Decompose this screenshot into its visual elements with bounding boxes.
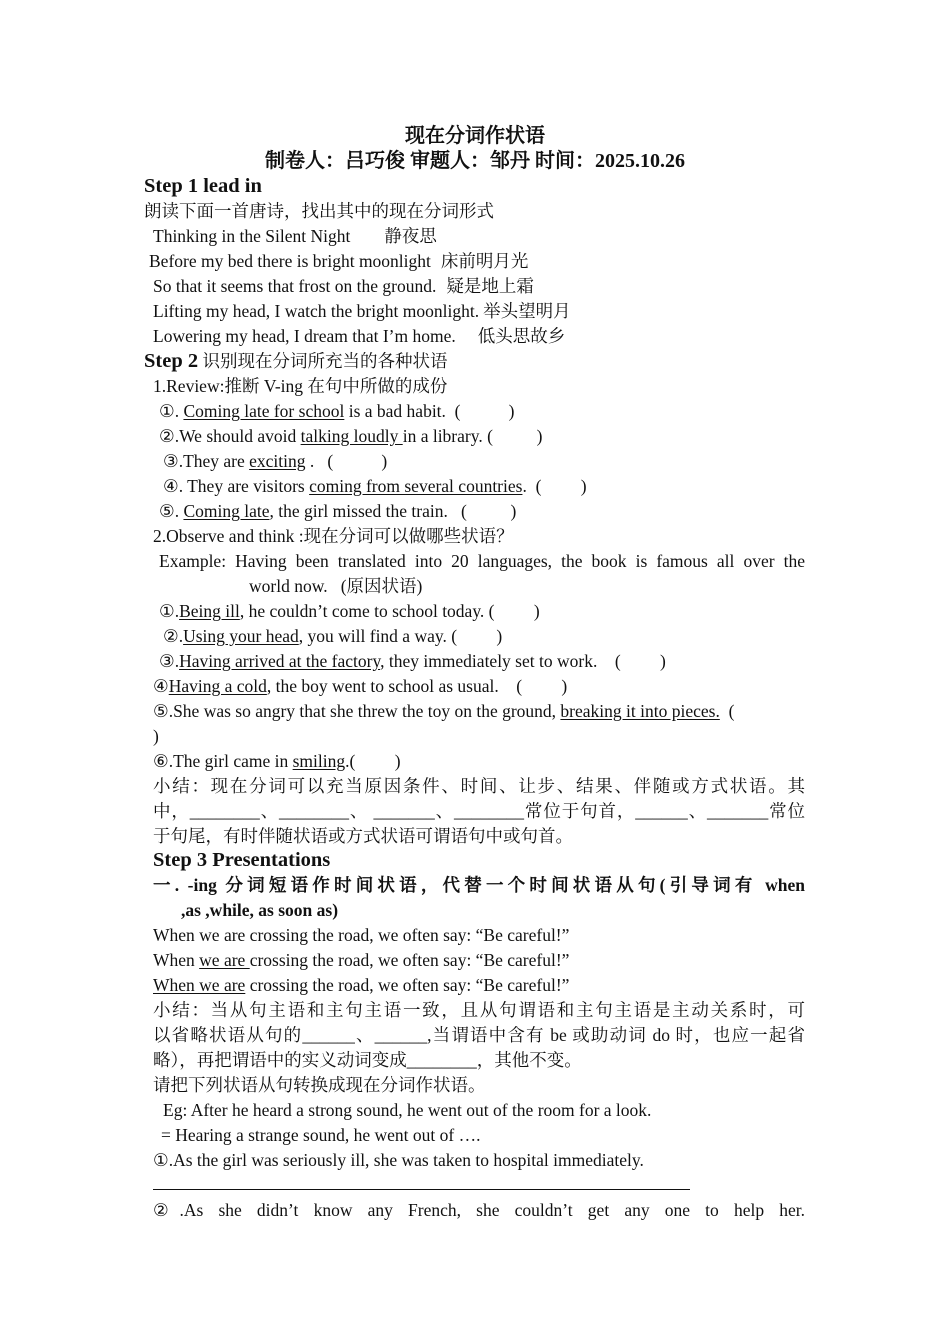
step2-heading-label: Step 2 <box>144 350 199 372</box>
observe-item: ③.Having arrived at the factory, they immediately set to work. ( ) <box>159 651 666 671</box>
answer-line <box>153 1189 690 1190</box>
observe-item: ⑥.The girl came in smiling.( ) <box>153 751 401 771</box>
exercise-item: ①.As the girl was seriously ill, she was taken to hospital immediately. <box>153 1150 644 1170</box>
step2-heading <box>144 349 447 374</box>
review-item: ③.They are exciting . ( ) <box>163 451 388 471</box>
example-sentence: When we are crossing the road, we often say: “Be careful!” <box>153 975 570 995</box>
summary-line: 略），再把谓语中的实义动词变成________，其他不变。 <box>153 1050 582 1070</box>
example-sentence: When we are crossing the road, we often say: “Be careful!” <box>153 925 570 945</box>
summary-line: 小结：现在分词可以充当原因条件、时间、让步、结果、伴随或方式状语。其 <box>153 776 805 796</box>
step2-heading-text: 识别现在分词所充当的各种状语 <box>202 351 448 371</box>
observe-item: ④Having a cold, the boy went to school as usual. ( ) <box>153 676 568 696</box>
task-instruction: 请把下列状语从句转换成现在分词作状语。 <box>153 1075 486 1095</box>
observe-item: ②.Using your head, you will find a way. ( ) <box>163 626 503 646</box>
example-line: world now. (原因状语) <box>249 576 423 596</box>
example-line: Eg: After he heard a strong sound, he went out of the room for a look. <box>163 1100 652 1120</box>
observe-title: 2.Observe and think :现在分词可以做哪些状语？ <box>153 526 514 546</box>
summary-line: 于句尾，有时伴随状语或方式状语可谓语句中或句首。 <box>153 826 573 846</box>
observe-item: ⑤.She was so angry that she threw the toy on the ground, breaking it into pieces. ( <box>153 701 735 721</box>
step3-heading: Step 3 Presentations <box>153 849 331 871</box>
step1-heading: Step 1 lead in <box>144 175 262 197</box>
page-title: 现在分词作状语 <box>405 125 545 147</box>
review-item: ①. Coming late for school is a bad habit. ( ) <box>159 401 515 421</box>
example-sentence: When we are crossing the road, we often say: “Be careful!” <box>153 950 570 970</box>
step1-instruction: 朗读下面一首唐诗，找出其中的现在分词形式 <box>144 201 494 221</box>
example-line: = Hearing a strange sound, he went out of …. <box>161 1125 481 1145</box>
poem-line: So that it seems that frost on the ground. 疑是地上霜 <box>153 276 534 296</box>
summary-line: 小结：当从句主语和主句主语一致，且从句谓语和主句主语是主动关系时，可 <box>153 1000 805 1020</box>
poem-line: Lifting my head, I watch the bright moonlight. 举头望明月 <box>153 301 571 321</box>
page-subtitle: 制卷人：吕巧俊 审题人：邹丹 时间：2025.10.26 <box>265 150 685 172</box>
poem-line: Before my bed there is bright moonlight 床前明月光 <box>149 251 529 271</box>
summary-line: 以省略状语从句的______、______,当谓语中含有 be 或助动词 do 时，也应一起省 <box>153 1025 805 1045</box>
review-item: ②.We should avoid talking loudly in a library. ( ) <box>159 426 543 446</box>
example-line: Example: Having been translated into 20 languages, the book is famous all over the <box>159 551 805 571</box>
poem-line: Lowering my head, I dream that I’m home. 低头思故乡 <box>153 326 566 346</box>
review-item: ④. They are visitors coming from several countries. ( ) <box>163 476 587 496</box>
exercise-item: ②.As she didn’t know any French, she couldn’t get any one to help her. <box>153 1200 805 1220</box>
review-title: 1.Review:推断 V-ing 在句中所做的成份 <box>153 376 448 396</box>
observe-item: ①.Being ill, he couldn’t come to school today. ( ) <box>159 601 540 621</box>
review-item: ⑤. Coming late, the girl missed the train. ( ) <box>159 501 517 521</box>
poem-line: Thinking in the Silent Night 静夜思 <box>153 226 437 246</box>
point-heading: ,as ,while, as soon as) <box>181 900 339 920</box>
summary-line: 中，________、________、 _______、________常位于句首，______、_______常位 <box>153 801 805 821</box>
point-heading: 一. -ing 分词短语作时间状语，代替一个时间状语从句(引导词有 when <box>153 875 805 895</box>
observe-item-close: ) <box>153 726 159 746</box>
